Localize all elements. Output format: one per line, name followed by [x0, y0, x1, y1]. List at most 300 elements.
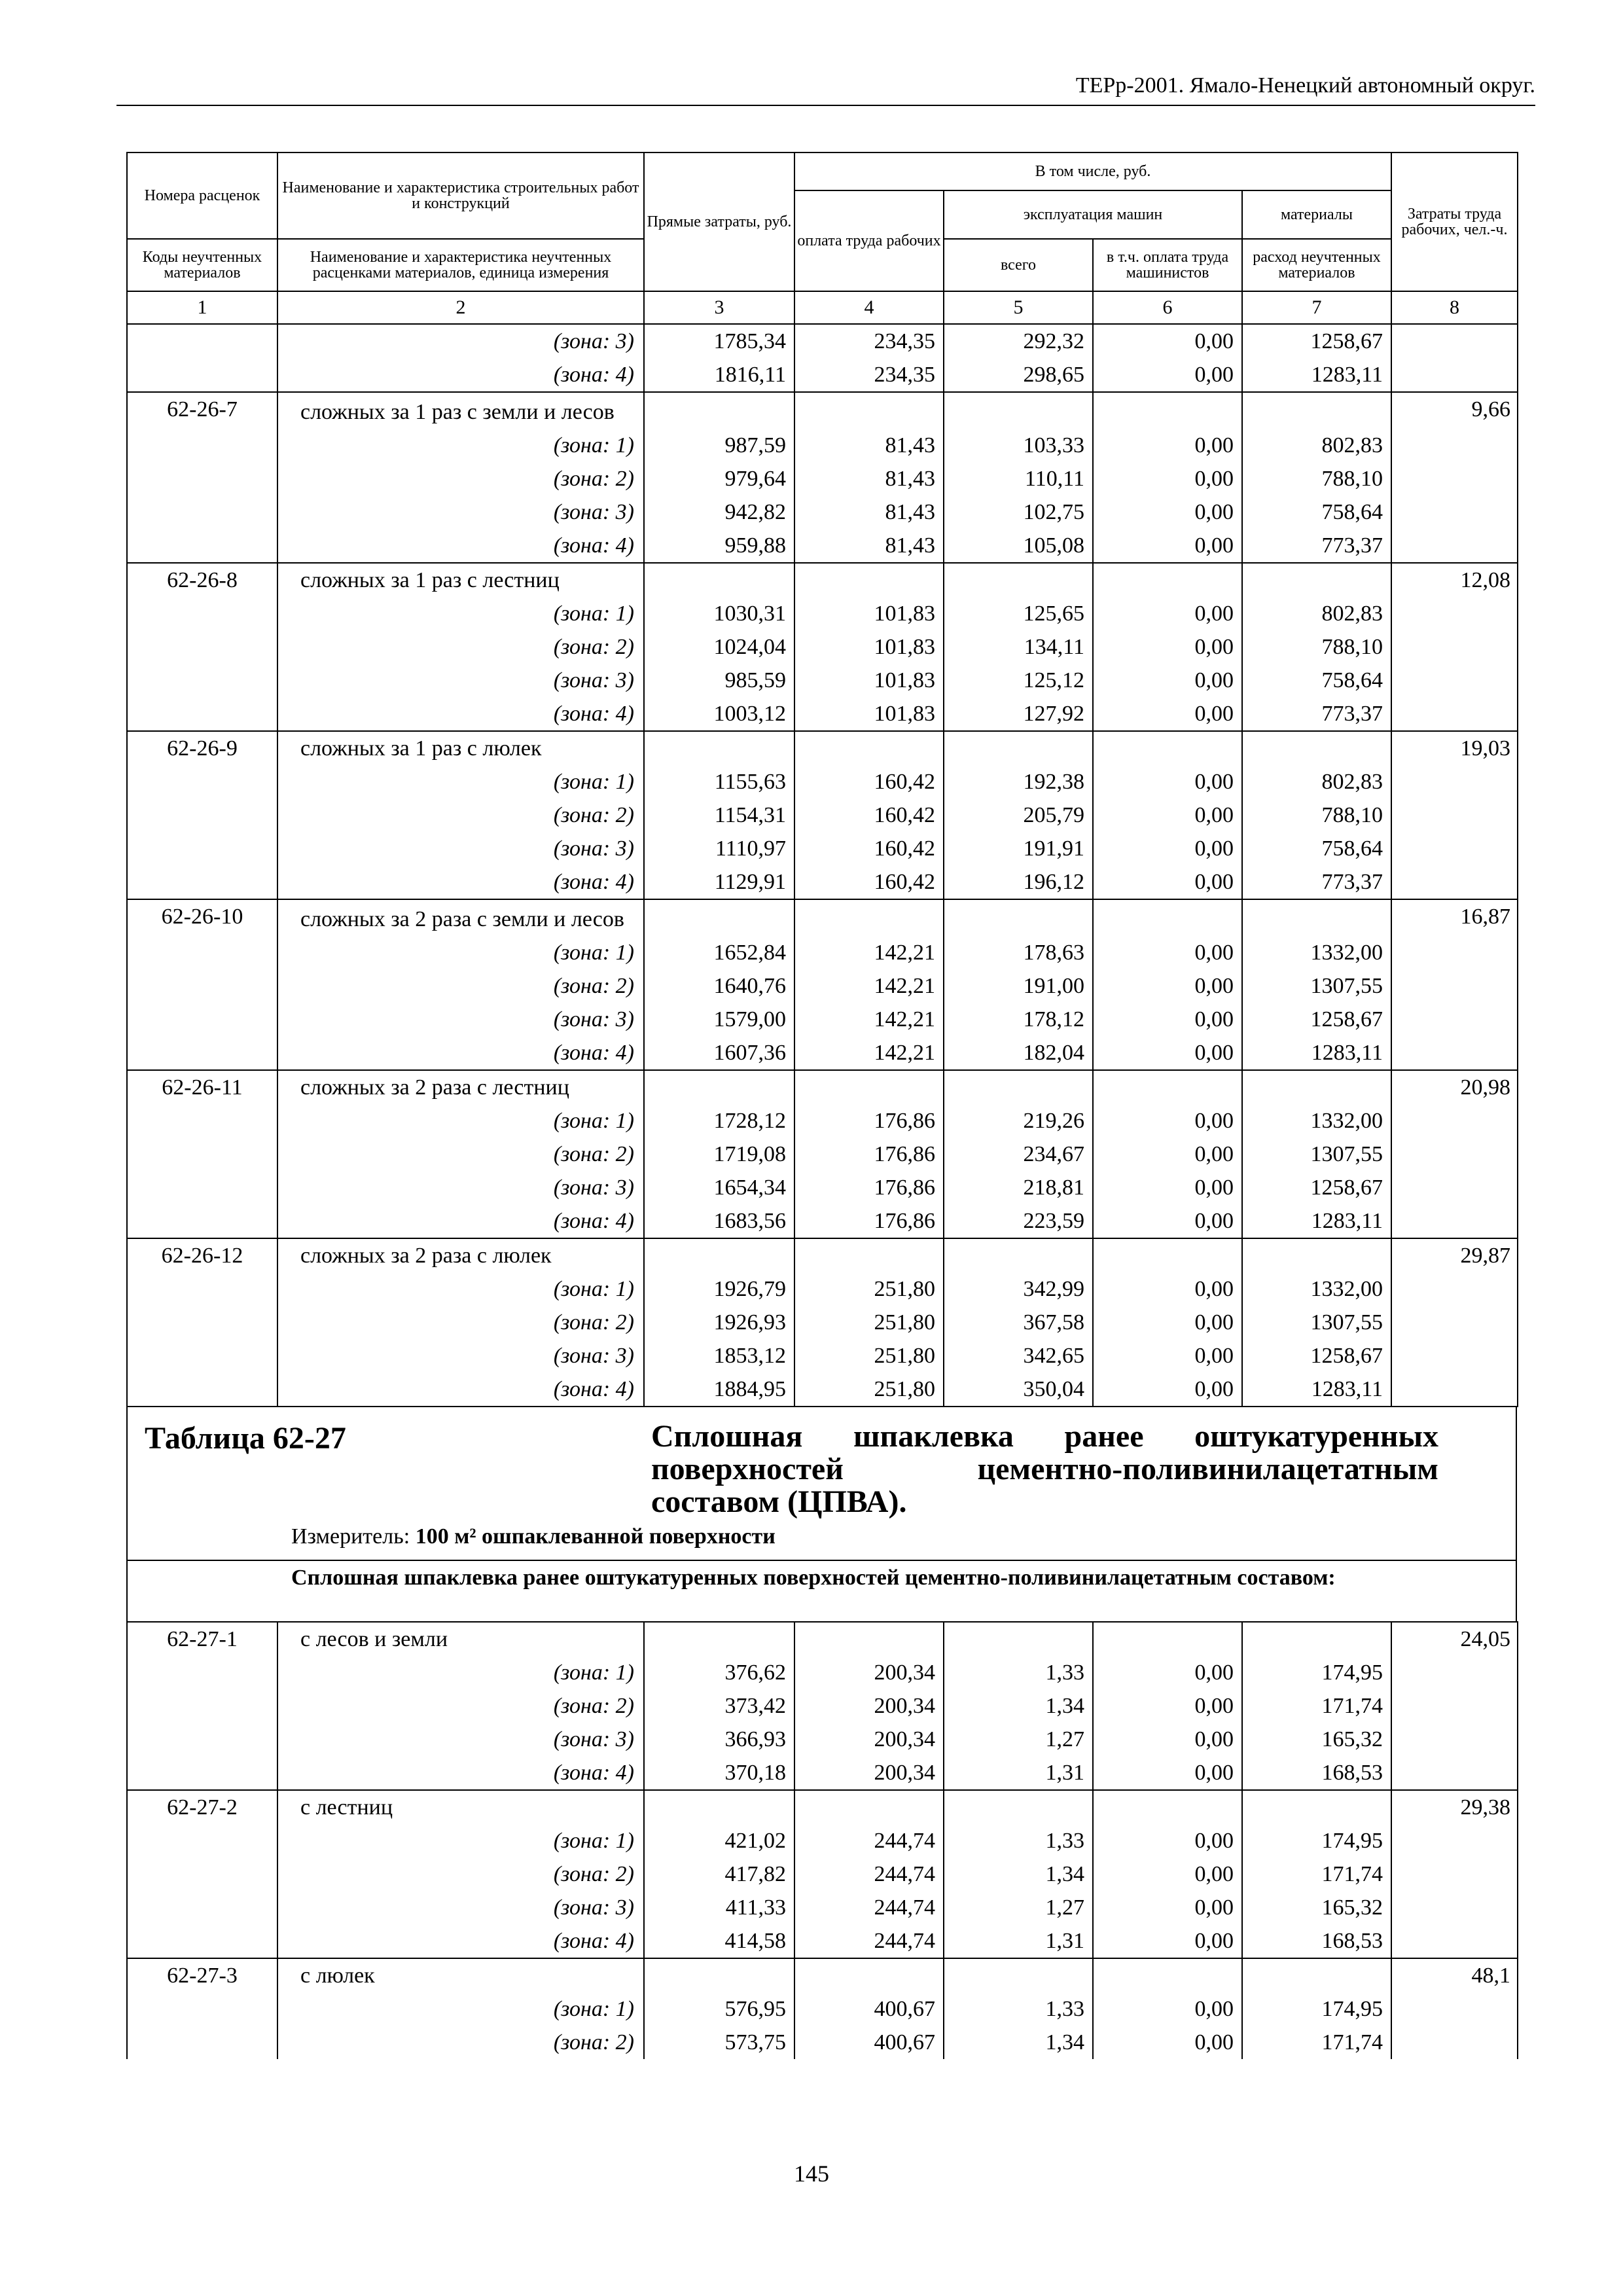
zone-label: (зона: 1) [277, 1656, 644, 1689]
empty-value [1093, 1070, 1242, 1104]
empty-value [1093, 899, 1242, 936]
operator-wages-value: 0,00 [1093, 358, 1242, 392]
wages-value: 176,86 [794, 1171, 944, 1204]
labor-cell [1391, 1138, 1518, 1171]
zone-label: (зона: 1) [277, 597, 644, 630]
empty-value [944, 899, 1093, 936]
materials-value: 1258,67 [1242, 324, 1391, 358]
column-number: 3 [644, 291, 794, 324]
zone-label: (зона: 4) [277, 1924, 644, 1958]
machines-total-value: 178,12 [944, 1003, 1093, 1036]
zone-label: (зона: 2) [277, 1689, 644, 1723]
rate-name: с люлек [277, 1958, 644, 1992]
empty-value [944, 1958, 1093, 1992]
rate-name: с лестниц [277, 1790, 644, 1824]
materials-value: 165,32 [1242, 1723, 1391, 1756]
zone-row [127, 697, 1518, 731]
rate-code: 62-26-8 [127, 563, 277, 597]
col-unaccounted-materials-header: расход неучтенных материалов [1242, 239, 1391, 291]
operator-wages-value: 0,00 [1093, 1723, 1242, 1756]
wages-value: 200,34 [794, 1689, 944, 1723]
zone-row [127, 1689, 1518, 1723]
rate-code-cell [127, 495, 277, 529]
materials-value: 171,74 [1242, 2026, 1391, 2059]
zone-row [127, 1003, 1518, 1036]
empty-value [944, 392, 1093, 429]
operator-wages-value: 0,00 [1093, 1036, 1242, 1070]
zone-label: (зона: 3) [277, 1003, 644, 1036]
zone-label: (зона: 3) [277, 1171, 644, 1204]
wages-value: 160,42 [794, 765, 944, 798]
zone-row [127, 1171, 1518, 1204]
zone-row [127, 1992, 1518, 2026]
machines-total-value: 191,00 [944, 969, 1093, 1003]
machines-total-value: 1,34 [944, 1857, 1093, 1891]
wages-value: 234,35 [794, 358, 944, 392]
direct-costs-value: 1110,97 [644, 832, 794, 865]
labor-costs-value: 48,1 [1391, 1958, 1518, 1992]
empty-value [644, 731, 794, 765]
zone-row [127, 1656, 1518, 1689]
labor-cell [1391, 2026, 1518, 2059]
operator-wages-value: 0,00 [1093, 1824, 1242, 1857]
empty-value [1093, 731, 1242, 765]
operator-wages-value: 0,00 [1093, 1003, 1242, 1036]
wages-value: 101,83 [794, 597, 944, 630]
wages-value: 400,67 [794, 2026, 944, 2059]
labor-cell [1391, 697, 1518, 731]
wages-value: 142,21 [794, 1003, 944, 1036]
wages-value: 160,42 [794, 832, 944, 865]
zone-row [127, 462, 1518, 495]
zone-row [127, 495, 1518, 529]
operator-wages-value: 0,00 [1093, 1138, 1242, 1171]
operator-wages-value: 0,00 [1093, 1204, 1242, 1238]
wages-value: 142,21 [794, 936, 944, 969]
column-number: 4 [794, 291, 944, 324]
materials-value: 758,64 [1242, 664, 1391, 697]
materials-value: 174,95 [1242, 1824, 1391, 1857]
rate-code-cell [127, 1036, 277, 1070]
zone-row [127, 1339, 1518, 1372]
direct-costs-value: 373,42 [644, 1689, 794, 1723]
empty-value [1242, 731, 1391, 765]
empty-value [944, 1238, 1093, 1272]
rate-group-row [127, 1238, 1518, 1272]
empty-value [644, 392, 794, 429]
machines-total-value: 223,59 [944, 1204, 1093, 1238]
column-number: 8 [1391, 291, 1518, 324]
empty-value [944, 1790, 1093, 1824]
labor-cell [1391, 1924, 1518, 1958]
direct-costs-value: 959,88 [644, 529, 794, 563]
machines-total-value: 218,81 [944, 1171, 1093, 1204]
labor-costs-value: 29,87 [1391, 1238, 1518, 1272]
materials-value: 758,64 [1242, 832, 1391, 865]
labor-cell [1391, 865, 1518, 899]
labor-cell [1391, 765, 1518, 798]
wages-value: 160,42 [794, 798, 944, 832]
machines-total-value: 219,26 [944, 1104, 1093, 1138]
empty-value [1242, 1070, 1391, 1104]
zone-row [127, 1891, 1518, 1924]
rate-code-cell [127, 1891, 277, 1924]
zone-label: (зона: 1) [277, 936, 644, 969]
header-rule [116, 105, 1535, 106]
rate-group-row [127, 1622, 1518, 1656]
machines-total-value: 127,92 [944, 697, 1093, 731]
machines-total-value: 342,99 [944, 1272, 1093, 1306]
labor-cell [1391, 664, 1518, 697]
rate-code: 62-26-9 [127, 731, 277, 765]
rate-name: сложных за 1 раз с люлек [277, 731, 644, 765]
zone-label: (зона: 4) [277, 697, 644, 731]
materials-value: 171,74 [1242, 1689, 1391, 1723]
operator-wages-value: 0,00 [1093, 1689, 1242, 1723]
empty-value [1242, 1622, 1391, 1656]
col-machines-header: эксплуатация машин [944, 190, 1242, 239]
wages-value: 176,86 [794, 1104, 944, 1138]
rate-code-cell [127, 969, 277, 1003]
zone-row [127, 358, 1518, 392]
rate-code-cell [127, 1339, 277, 1372]
zone-label: (зона: 4) [277, 865, 644, 899]
labor-cell [1391, 1036, 1518, 1070]
labor-cell [1391, 1272, 1518, 1306]
direct-costs-value: 1884,95 [644, 1372, 794, 1407]
zone-label: (зона: 2) [277, 969, 644, 1003]
direct-costs-value: 414,58 [644, 1924, 794, 1958]
machines-total-value: 342,65 [944, 1339, 1093, 1372]
zone-label: (зона: 3) [277, 832, 644, 865]
materials-value: 1258,67 [1242, 1171, 1391, 1204]
empty-value [1093, 563, 1242, 597]
measure-unit-row [126, 1522, 1517, 1560]
empty-value [1242, 899, 1391, 936]
rate-code-cell [127, 1306, 277, 1339]
zone-label: (зона: 4) [277, 1372, 644, 1407]
empty-value [644, 1958, 794, 1992]
zone-label: (зона: 3) [277, 1339, 644, 1372]
materials-value: 1332,00 [1242, 936, 1391, 969]
zone-label: (зона: 1) [277, 1992, 644, 2026]
empty-value [1093, 1790, 1242, 1824]
table-header [127, 152, 1518, 324]
labor-costs-value: 24,05 [1391, 1622, 1518, 1656]
empty-value [1242, 1238, 1391, 1272]
empty-value [644, 1622, 794, 1656]
table-title: Сплошная шпаклевка ранее оштукатуренных поверхностей цементно-поливинилацетатным составом (ЦПВА). [651, 1419, 1438, 1519]
rate-code-cell [127, 1204, 277, 1238]
operator-wages-value: 0,00 [1093, 969, 1242, 1003]
operator-wages-value: 0,00 [1093, 429, 1242, 462]
materials-value: 1332,00 [1242, 1272, 1391, 1306]
operator-wages-value: 0,00 [1093, 1857, 1242, 1891]
materials-value: 788,10 [1242, 630, 1391, 664]
machines-total-value: 191,91 [944, 832, 1093, 865]
zone-label: (зона: 2) [277, 462, 644, 495]
rate-code-cell [127, 1992, 277, 2026]
zone-row [127, 1824, 1518, 1857]
materials-value: 773,37 [1242, 529, 1391, 563]
rate-code-cell [127, 2026, 277, 2059]
zone-label: (зона: 1) [277, 1824, 644, 1857]
direct-costs-value: 1652,84 [644, 936, 794, 969]
zone-row [127, 1372, 1518, 1407]
materials-value: 802,83 [1242, 429, 1391, 462]
rate-code-cell [127, 429, 277, 462]
machines-total-value: 205,79 [944, 798, 1093, 832]
direct-costs-value: 1654,34 [644, 1171, 794, 1204]
operator-wages-value: 0,00 [1093, 832, 1242, 865]
zone-row [127, 1272, 1518, 1306]
empty-value [644, 563, 794, 597]
labor-cell [1391, 630, 1518, 664]
empty-value [1093, 392, 1242, 429]
empty-value [1242, 1958, 1391, 1992]
labor-cell [1391, 1656, 1518, 1689]
operator-wages-value: 0,00 [1093, 1171, 1242, 1204]
labor-costs-value: 16,87 [1391, 899, 1518, 936]
labor-cell [1391, 832, 1518, 865]
machines-total-value: 1,33 [944, 1992, 1093, 2026]
group-description [126, 1560, 1517, 1621]
operator-wages-value: 0,00 [1093, 1339, 1242, 1372]
machines-total-value: 1,33 [944, 1656, 1093, 1689]
empty-value [794, 1622, 944, 1656]
machines-total-value: 367,58 [944, 1306, 1093, 1339]
machines-total-value: 350,04 [944, 1372, 1093, 1407]
empty-value [1242, 563, 1391, 597]
zone-label: (зона: 4) [277, 1036, 644, 1070]
empty-value [794, 899, 944, 936]
wages-value: 244,74 [794, 1824, 944, 1857]
zone-row [127, 798, 1518, 832]
zone-row [127, 969, 1518, 1003]
direct-costs-value: 1683,56 [644, 1204, 794, 1238]
table-label: Таблица 62-27 [145, 1421, 346, 1456]
wages-value: 251,80 [794, 1306, 944, 1339]
direct-costs-value: 1607,36 [644, 1036, 794, 1070]
operator-wages-value: 0,00 [1093, 697, 1242, 731]
operator-wages-value: 0,00 [1093, 765, 1242, 798]
empty-value [644, 1790, 794, 1824]
machines-total-value: 134,11 [944, 630, 1093, 664]
materials-value: 1283,11 [1242, 1204, 1391, 1238]
machines-total-value: 1,31 [944, 1924, 1093, 1958]
zone-label: (зона: 1) [277, 429, 644, 462]
machines-total-value: 125,12 [944, 664, 1093, 697]
rate-code: 62-27-2 [127, 1790, 277, 1824]
labor-cell [1391, 1689, 1518, 1723]
zone-label: (зона: 1) [277, 765, 644, 798]
materials-value: 168,53 [1242, 1756, 1391, 1790]
labor-cell [1391, 936, 1518, 969]
labor-cell [1391, 1756, 1518, 1790]
machines-total-value: 192,38 [944, 765, 1093, 798]
labor-cell [1391, 529, 1518, 563]
zone-label: (зона: 2) [277, 1857, 644, 1891]
wages-value: 244,74 [794, 1891, 944, 1924]
direct-costs-value: 1785,34 [644, 324, 794, 358]
rate-code-cell [127, 765, 277, 798]
direct-costs-value: 942,82 [644, 495, 794, 529]
machines-total-value: 103,33 [944, 429, 1093, 462]
empty-value [644, 1238, 794, 1272]
rate-code-cell [127, 597, 277, 630]
rate-group-row [127, 731, 1518, 765]
rate-code-cell [127, 1003, 277, 1036]
column-number: 2 [277, 291, 644, 324]
wages-value: 81,43 [794, 495, 944, 529]
rate-code-cell [127, 798, 277, 832]
empty-value [1242, 1790, 1391, 1824]
rate-code-cell [127, 529, 277, 563]
machines-total-value: 178,63 [944, 936, 1093, 969]
rate-code-cell [127, 358, 277, 392]
materials-value: 758,64 [1242, 495, 1391, 529]
rate-group-row [127, 1958, 1518, 1992]
labor-cell [1391, 358, 1518, 392]
price-table-62-26 [126, 152, 1517, 1407]
direct-costs-value: 411,33 [644, 1891, 794, 1924]
machines-total-value: 1,34 [944, 2026, 1093, 2059]
labor-cell [1391, 1339, 1518, 1372]
zone-label: (зона: 3) [277, 664, 644, 697]
direct-costs-value: 985,59 [644, 664, 794, 697]
rate-group-row [127, 392, 1518, 429]
zone-row [127, 1756, 1518, 1790]
labor-cell [1391, 495, 1518, 529]
direct-costs-value: 1926,79 [644, 1272, 794, 1306]
zone-row [127, 1723, 1518, 1756]
operator-wages-value: 0,00 [1093, 1272, 1242, 1306]
materials-value: 168,53 [1242, 1924, 1391, 1958]
col-operator-wages-header: в т.ч. оплата труда машинистов [1093, 239, 1242, 291]
materials-value: 174,95 [1242, 1992, 1391, 2026]
direct-costs-value: 1728,12 [644, 1104, 794, 1138]
labor-cell [1391, 1104, 1518, 1138]
direct-costs-value: 1579,00 [644, 1003, 794, 1036]
materials-value: 1283,11 [1242, 358, 1391, 392]
operator-wages-value: 0,00 [1093, 2026, 1242, 2059]
direct-costs-value: 421,02 [644, 1824, 794, 1857]
machines-total-value: 1,27 [944, 1891, 1093, 1924]
wages-value: 142,21 [794, 1036, 944, 1070]
direct-costs-value: 366,93 [644, 1723, 794, 1756]
materials-value: 1307,55 [1242, 969, 1391, 1003]
zone-label: (зона: 4) [277, 529, 644, 563]
rate-code-cell [127, 1104, 277, 1138]
empty-value [944, 563, 1093, 597]
machines-total-value: 105,08 [944, 529, 1093, 563]
rate-code: 62-27-1 [127, 1622, 277, 1656]
rate-code-cell [127, 1171, 277, 1204]
labor-cell [1391, 798, 1518, 832]
zone-label: (зона: 3) [277, 324, 644, 358]
operator-wages-value: 0,00 [1093, 936, 1242, 969]
rate-code-cell [127, 1924, 277, 1958]
zone-row [127, 429, 1518, 462]
wages-value: 101,83 [794, 630, 944, 664]
rate-name: сложных за 2 раза с люлек [277, 1238, 644, 1272]
materials-value: 802,83 [1242, 765, 1391, 798]
labor-cell [1391, 1992, 1518, 2026]
labor-cell [1391, 1723, 1518, 1756]
zone-label: (зона: 2) [277, 2026, 644, 2059]
machines-total-value: 110,11 [944, 462, 1093, 495]
labor-cell [1391, 597, 1518, 630]
group-description-text: Сплошная шпаклевка ранее оштукатуренных поверхностей цементно-поливинилацетатным составом: [291, 1566, 1336, 1590]
labor-cell [1391, 1891, 1518, 1924]
materials-value: 165,32 [1242, 1891, 1391, 1924]
operator-wages-value: 0,00 [1093, 865, 1242, 899]
labor-costs-value: 12,08 [1391, 563, 1518, 597]
zone-label: (зона: 4) [277, 358, 644, 392]
col-wages-header: оплата труда рабочих [794, 190, 944, 291]
rate-name: сложных за 2 раза с лестниц [277, 1070, 644, 1104]
operator-wages-value: 0,00 [1093, 1992, 1242, 2026]
zone-label: (зона: 3) [277, 495, 644, 529]
direct-costs-value: 1154,31 [644, 798, 794, 832]
operator-wages-value: 0,00 [1093, 664, 1242, 697]
column-number: 5 [944, 291, 1093, 324]
direct-costs-value: 987,59 [644, 429, 794, 462]
labor-cell [1391, 1824, 1518, 1857]
machines-total-value: 298,65 [944, 358, 1093, 392]
zone-row [127, 936, 1518, 969]
labor-cell [1391, 1204, 1518, 1238]
zone-row [127, 832, 1518, 865]
labor-cell [1391, 1003, 1518, 1036]
labor-costs-value: 19,03 [1391, 731, 1518, 765]
wages-value: 160,42 [794, 865, 944, 899]
direct-costs-value: 1640,76 [644, 969, 794, 1003]
zone-row [127, 1036, 1518, 1070]
empty-value [644, 1070, 794, 1104]
wages-value: 251,80 [794, 1372, 944, 1407]
labor-cell [1391, 324, 1518, 358]
wages-value: 200,34 [794, 1756, 944, 1790]
zone-row [127, 1104, 1518, 1138]
empty-value [944, 731, 1093, 765]
wages-value: 234,35 [794, 324, 944, 358]
wages-value: 81,43 [794, 462, 944, 495]
operator-wages-value: 0,00 [1093, 462, 1242, 495]
zone-row [127, 529, 1518, 563]
wages-value: 176,86 [794, 1204, 944, 1238]
col-rate-number-header: Номера расценок [127, 152, 277, 239]
machines-total-value: 1,33 [944, 1824, 1093, 1857]
operator-wages-value: 0,00 [1093, 1924, 1242, 1958]
empty-value [794, 1958, 944, 1992]
col-labor-costs-header: Затраты труда рабочих, чел.-ч. [1391, 152, 1518, 291]
zone-label: (зона: 3) [277, 1891, 644, 1924]
running-header: ТЕРр-2001. Ямало-Ненецкий автономный округ. [1075, 73, 1535, 98]
wages-value: 244,74 [794, 1924, 944, 1958]
operator-wages-value: 0,00 [1093, 1656, 1242, 1689]
direct-costs-value: 1853,12 [644, 1339, 794, 1372]
operator-wages-value: 0,00 [1093, 798, 1242, 832]
materials-value: 788,10 [1242, 462, 1391, 495]
rate-code-cell [127, 1824, 277, 1857]
operator-wages-value: 0,00 [1093, 1756, 1242, 1790]
direct-costs-value: 1024,04 [644, 630, 794, 664]
col-material-names-header: Наименование и характеристика неучтенных расценками материалов, единица измерения [277, 239, 644, 291]
materials-value: 171,74 [1242, 1857, 1391, 1891]
rate-code-cell [127, 832, 277, 865]
wages-value: 101,83 [794, 697, 944, 731]
